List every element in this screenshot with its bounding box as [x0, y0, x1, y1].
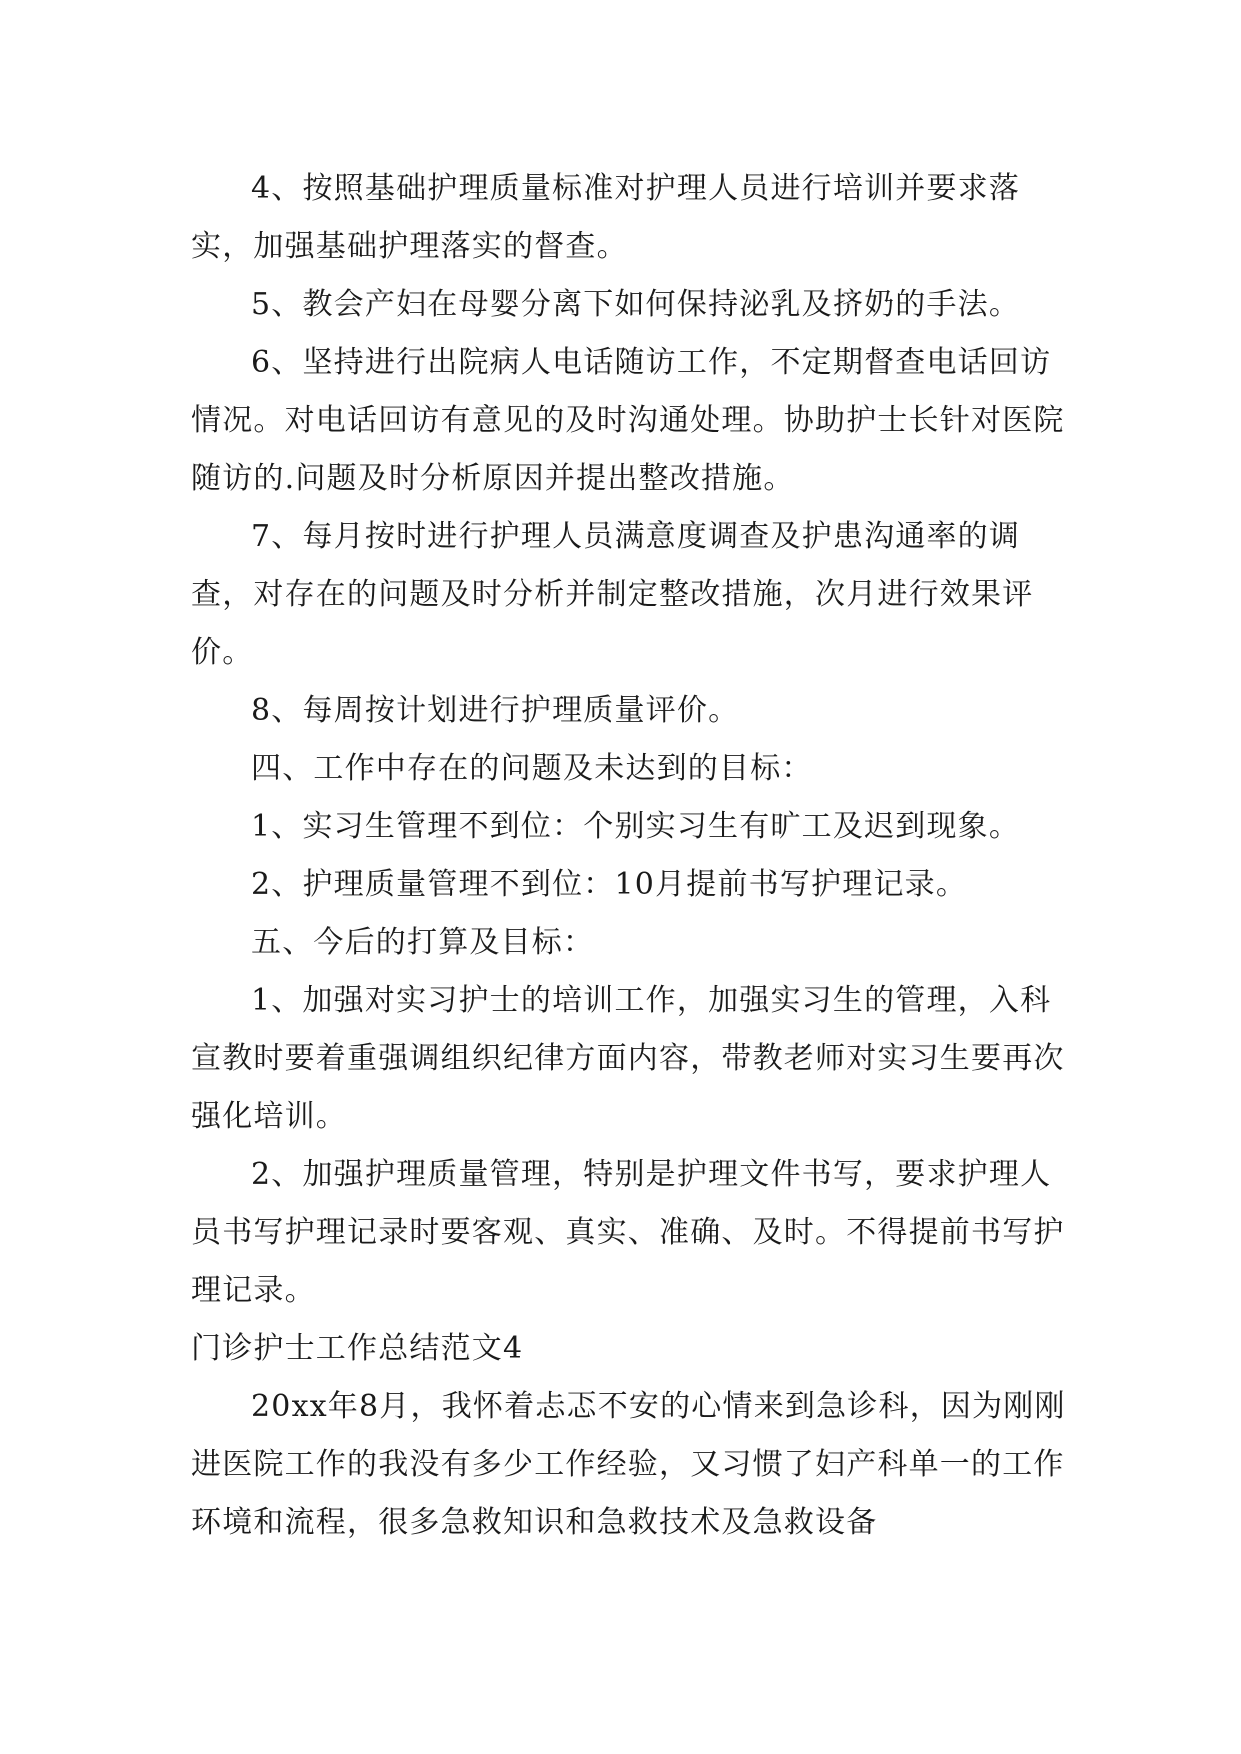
- plan-item-1: 1、加强对实习护士的培训工作，加强实习生的管理，入科宣教时要着重强调组织纪律方面内容，带教老师对实习生要再次强化培训。: [191, 983, 1065, 1134]
- paragraph-item-5: 5、教会产妇在母婴分离下如何保持泌乳及挤奶的手法。: [251, 287, 1021, 322]
- problem-item-2: 2、护理质量管理不到位：10月提前书写护理记录。: [251, 867, 968, 902]
- paragraph-item-8: 8、每周按计划进行护理质量评价。: [251, 693, 740, 728]
- document-body: [191, 160, 1071, 1552]
- paragraph-item-6: 6、坚持进行出院病人电话随访工作，不定期督查电话回访情况。对电话回访有意见的及时沟通处理。协助护士长针对医院随访的.问题及时分析原因并提出整改措施。: [191, 345, 1065, 496]
- section-heading-problems: 四、工作中存在的问题及未达到的目标：: [251, 751, 813, 786]
- article-title: 门诊护士工作总结范文4: [191, 1331, 524, 1366]
- section-heading-plans: 五、今后的打算及目标：: [251, 925, 595, 960]
- problem-item-1: 1、实习生管理不到位：个别实习生有旷工及迟到现象。: [251, 809, 1021, 844]
- paragraph-item-7: 7、每月按时进行护理人员满意度调查及护患沟通率的调查，对存在的问题及时分析并制定整改措施，次月进行效果评价。: [191, 519, 1034, 670]
- article-first-paragraph: 20xx年8月，我怀着忐忑不安的心情来到急诊科，因为刚刚进医院工作的我没有多少工作经验，又习惯了妇产科单一的工作环境和流程，很多急救知识和急救技术及急救设备: [191, 1389, 1066, 1540]
- paragraph-item-4: 4、按照基础护理质量标准对护理人员进行培训并要求落实，加强基础护理落实的督查。: [191, 171, 1021, 264]
- plan-item-2: 2、加强护理质量管理，特别是护理文件书写，要求护理人员书写护理记录时要客观、真实、准确、及时。不得提前书写护理记录。: [191, 1157, 1065, 1308]
